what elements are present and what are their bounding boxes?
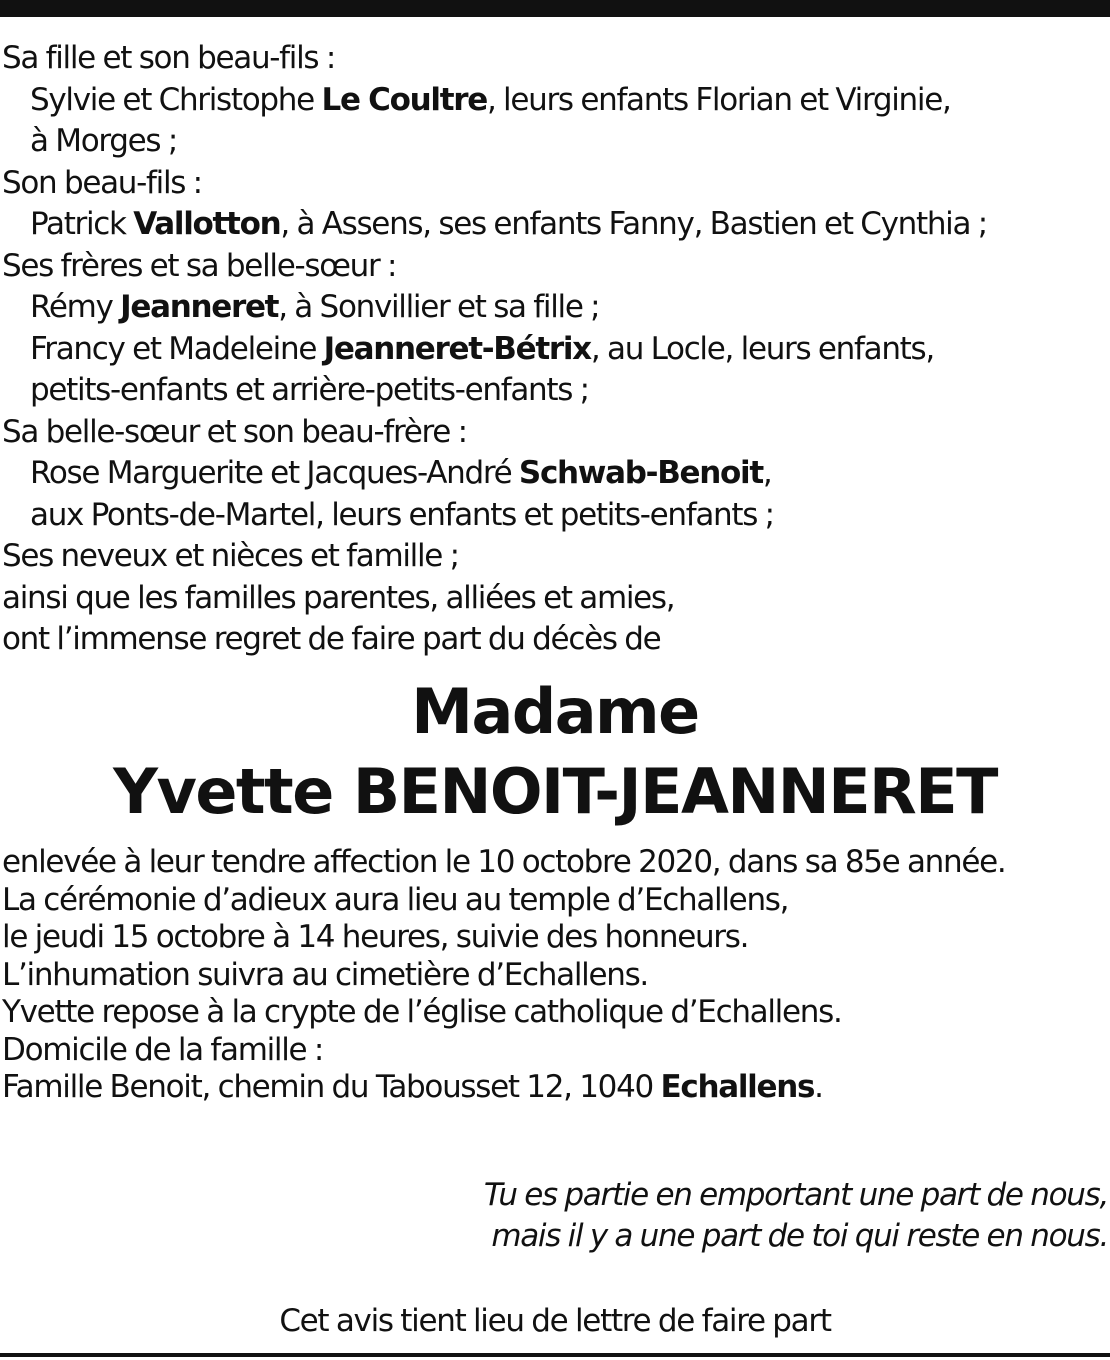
family-entry — [2, 329, 1102, 371]
family-surname: Le Coultre — [321, 81, 487, 118]
family-line-text: Sa fille et son beau-fils : — [2, 40, 335, 76]
family-heading-siblings — [2, 246, 1102, 288]
family-line-text: ainsi que les familles parentes, alliées et amies, — [2, 579, 675, 616]
details-line: L’inhumation suivra au cimetière d’Echallens. — [2, 956, 648, 993]
family-line-text: Patrick — [30, 206, 134, 242]
family-surname: Schwab-Benoit — [518, 455, 763, 491]
quote-line: mais il y a une part de toi qui reste en nous. — [491, 1218, 1108, 1254]
family-line-text: Francy et Madeleine — [30, 330, 324, 367]
deceased-name-block — [0, 672, 1110, 832]
family-line-text: ont l’immense regret de faire part du décès de — [2, 621, 661, 657]
family-line-text: Ses neveux et nièces et famille ; — [2, 538, 459, 574]
family-address — [2, 1069, 1102, 1107]
family-list — [2, 38, 1102, 661]
quote-line: Tu es partie en emportant une part de nous, — [483, 1177, 1108, 1213]
memorial-quote — [484, 1175, 1108, 1257]
address-text: Famille Benoit, chemin du Tabousset 12, 1040 — [2, 1069, 661, 1105]
address-text: . — [814, 1069, 823, 1105]
family-line-text: Sa belle-sœur et son beau-frère : — [2, 413, 467, 450]
family-line-text: Rose Marguerite et Jacques-André — [30, 455, 519, 491]
family-entry — [2, 121, 1102, 163]
details-line: Domicile de la famille : — [2, 1031, 324, 1068]
family-line-text: Son beau-fils : — [2, 164, 202, 201]
family-entry — [2, 204, 1102, 246]
family-entry-relatives — [2, 578, 1102, 620]
family-line-text: Sylvie et Christophe — [30, 81, 322, 118]
family-entry — [2, 495, 1102, 537]
family-heading-son-in-law — [2, 163, 1102, 205]
address-town: Echallens — [660, 1069, 815, 1105]
details-line: le jeudi 15 octobre à 14 heures, suivie des honneurs. — [2, 919, 749, 955]
bottom-rule — [0, 1353, 1110, 1357]
family-entry — [2, 287, 1102, 329]
family-entry — [2, 370, 1102, 412]
ceremony-details — [2, 844, 1102, 1107]
announcement-line — [2, 619, 1102, 661]
family-line-text: , leurs enfants Florian et Virginie, — [486, 81, 951, 118]
deceased-title: Madame — [411, 675, 699, 748]
family-line-text: , — [762, 455, 772, 491]
family-line-text: Rémy — [30, 289, 121, 325]
details-line: enlevée à leur tendre affection le 10 octobre 2020, dans sa 85e année. — [2, 844, 1006, 880]
footer-note — [0, 1301, 1110, 1341]
family-line-text: , à Assens, ses enfants Fanny, Bastien et Cynthia ; — [280, 206, 987, 242]
family-heading-daughter — [2, 38, 1102, 80]
deceased-name: Yvette BENOIT-JEANNERET — [113, 755, 997, 828]
family-surname: Jeanneret-Bétrix — [323, 330, 591, 367]
family-line-text: à Morges ; — [30, 123, 177, 159]
family-line-text: petits-enfants et arrière-petits-enfants ; — [30, 372, 589, 408]
family-entry-nephews — [2, 536, 1102, 578]
family-surname: Jeanneret — [120, 289, 279, 325]
family-line-text: , au Locle, leurs enfants, — [590, 330, 934, 367]
family-line-text: aux Ponts-de-Martel, leurs enfants et petits-enfants ; — [30, 496, 774, 533]
footer-note-text: Cet avis tient lieu de lettre de faire part — [279, 1303, 831, 1339]
family-surname: Vallotton — [133, 206, 281, 242]
top-rule — [0, 0, 1110, 17]
family-entry — [2, 453, 1102, 495]
family-line-text: , à Sonvillier et sa fille ; — [278, 289, 600, 325]
family-entry — [2, 80, 1102, 122]
details-line: La cérémonie d’adieux aura lieu au temple d’Echallens, — [2, 881, 789, 918]
family-line-text: Ses frères et sa belle-sœur : — [2, 247, 397, 284]
details-line: Yvette repose à la crypte de l’église catholique d’Echallens. — [2, 994, 842, 1030]
family-heading-in-laws — [2, 412, 1102, 454]
